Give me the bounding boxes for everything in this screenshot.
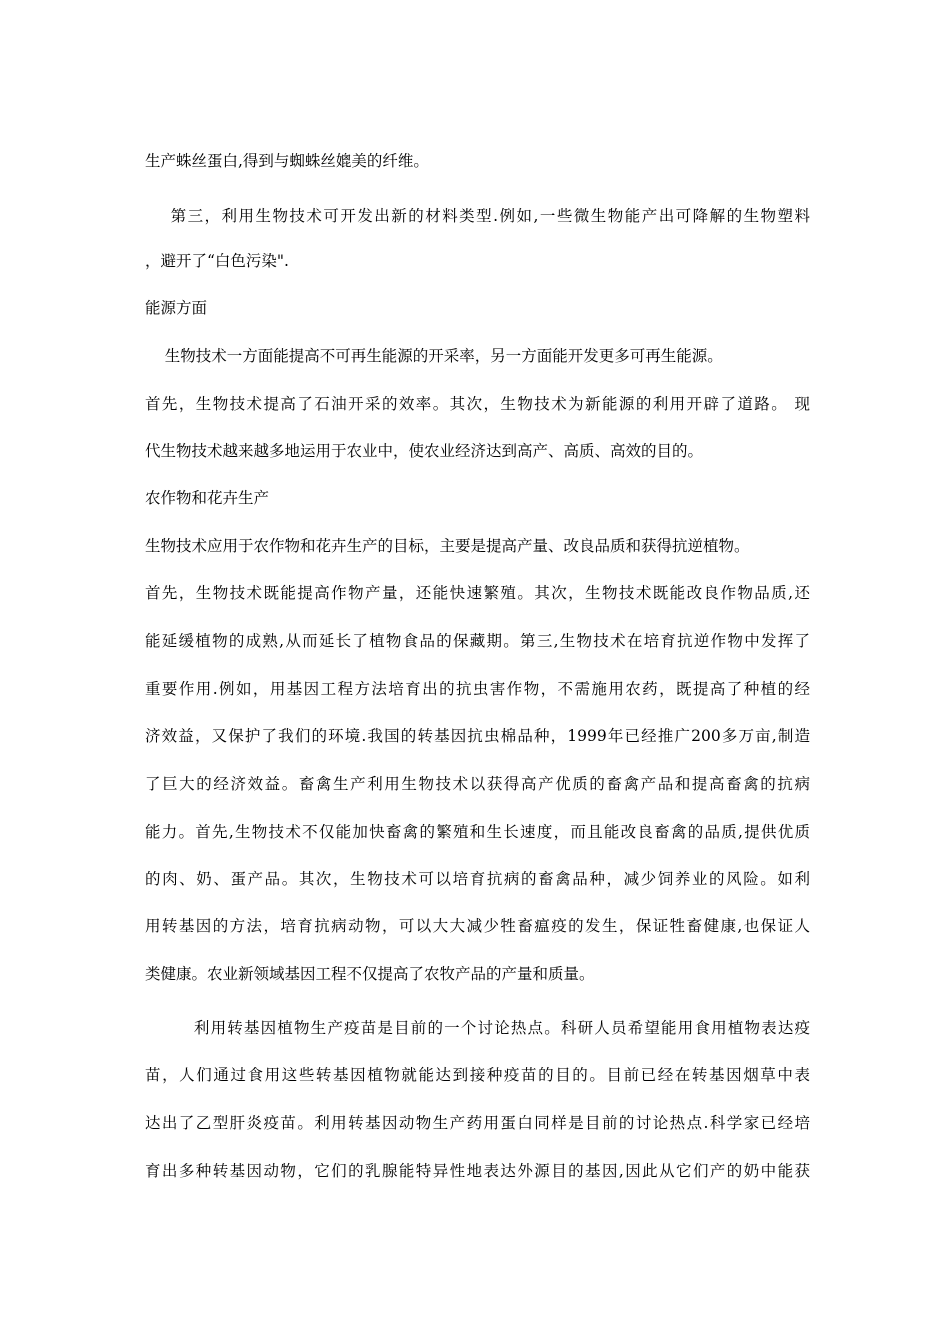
text-line: 能延缓植物的成熟,从而延长了植物食品的保藏期。第三,生物技术在培育抗逆作物中发挥了 xyxy=(145,632,810,650)
text-line: 利用转基因植物生产疫苗是目前的一个讨论热点。科研人员希望能用食用植物表达疫 xyxy=(145,1019,810,1037)
text-line: 了巨大的经济效益。畜禽生产利用生物技术以获得高产优质的畜禽产品和提高畜禽的抗病 xyxy=(145,775,810,793)
text-line: 首先，生物技术既能提高作物产量，还能快速繁殖。其次，生物技术既能改良作物品质,还 xyxy=(145,584,810,602)
text-line: 类健康。农业新领域基因工程不仅提高了农牧产品的产量和质量。 xyxy=(145,965,595,983)
text-line: 能力。首先,生物技术不仅能加快畜禽的繁殖和生长速度，而且能改良畜禽的品质,提供优质 xyxy=(145,823,810,841)
text-line: 用转基因的方法，培育抗病动物，可以大大减少牲畜瘟疫的发生，保证牲畜健康,也保证人 xyxy=(145,917,810,935)
text-line: 重要作用.例如，用基因工程方法培育出的抗虫害作物，不需施用农药，既提高了种植的经 xyxy=(145,680,810,698)
text-line: 育出多种转基因动物，它们的乳腺能特异性地表达外源目的基因,因此从它们产的奶中能获 xyxy=(145,1162,810,1180)
section-heading: 农作物和花卉生产 xyxy=(145,489,270,507)
text-line: 首先，生物技术提高了石油开采的效率。其次，生物技术为新能源的利用开辟了道路。 现 xyxy=(145,395,810,413)
text-line: 第三，利用生物技术可开发出新的材料类型.例如,一些微生物能产出可降解的生物塑料 xyxy=(145,207,810,225)
section-heading: 能源方面 xyxy=(145,299,208,317)
text-line: 生产蛛丝蛋白,得到与蜘蛛丝媲美的纤维。 xyxy=(145,152,429,170)
text-line: 生物技术一方面能提高不可再生能源的开采率，另一方面能开发更多可再生能源。 xyxy=(145,347,723,365)
text-line: 济效益，又保护了我们的环境.我国的转基因抗虫棉品种，1999年已经推广200多万亩,制造 xyxy=(145,727,810,745)
text-line: 的肉、奶、蛋产品。其次，生物技术可以培育抗病的畜禽品种，减少饲养业的风险。如利 xyxy=(145,870,810,888)
text-line: 代生物技术越来越多地运用于农业中，使农业经济达到高产、高质、高效的目的。 xyxy=(145,442,704,460)
text-line: 达出了乙型肝炎疫苗。利用转基因动物生产药用蛋白同样是目前的讨论热点.科学家已经培 xyxy=(145,1114,810,1132)
text-line: 生物技术应用于农作物和花卉生产的目标，主要是提高产量、改良品质和获得抗逆植物。 xyxy=(145,537,750,555)
text-line: ，避开了“白色污染". xyxy=(145,252,289,270)
text-line: 苗，人们通过食用这些转基因植物就能达到接种疫苗的目的。目前已经在转基因烟草中表 xyxy=(145,1066,810,1084)
